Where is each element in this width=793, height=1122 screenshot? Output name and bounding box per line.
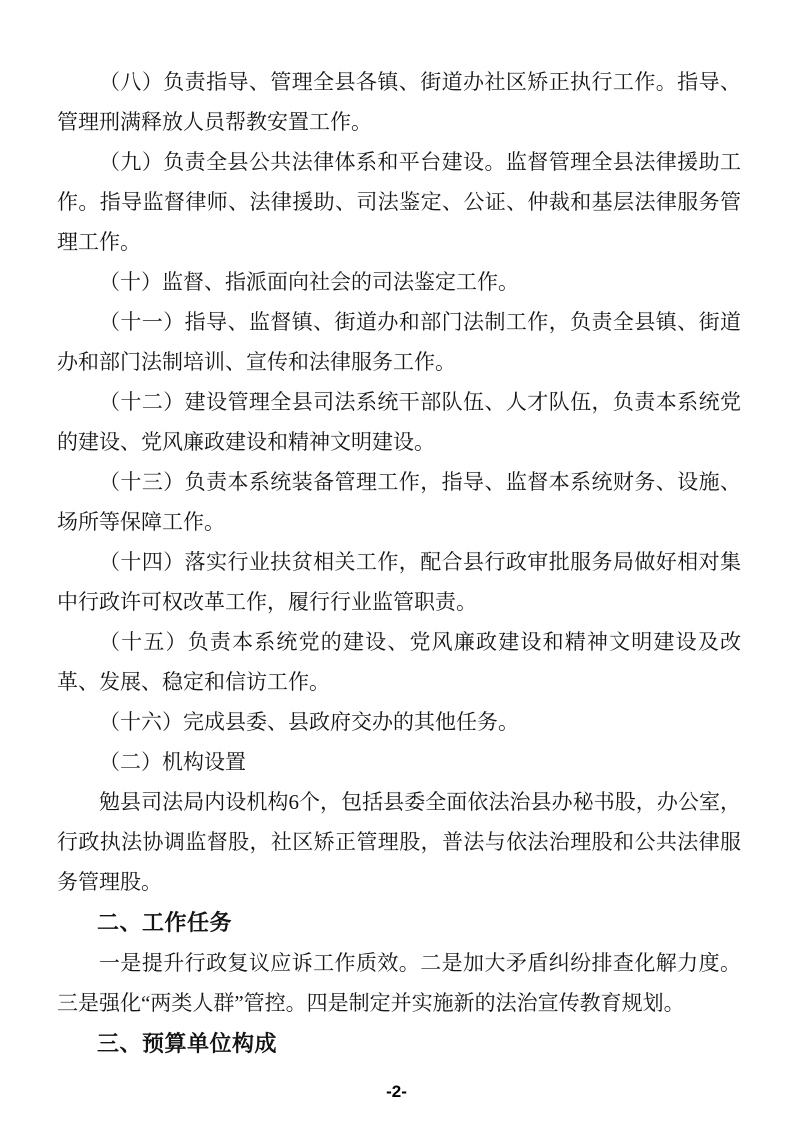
section-heading: 三、预算单位构成: [97, 1031, 278, 1056]
doc-paragraph: （十六）完成县委、县政府交办的其他任务。: [99, 710, 519, 734]
doc-paragraph: 勉县司法局内设机构6个，包括县委全面依法治县办秘书股，办公室，行政执法协调监督股，社区矫正管理股，普法与依法治理股和公共法律服务管理股。: [57, 790, 741, 894]
doc-paragraph: （九）负责全县公共法律体系和平台建设。监督管理全县法律援助工作。指导监督律师、法律援助、司法鉴定、公证、仲裁和基层法律服务管理工作。: [57, 150, 741, 254]
document-body: [57, 62, 741, 1064]
doc-paragraph: （十）监督、指派面向社会的司法鉴定工作。: [99, 270, 519, 294]
doc-paragraph: （十四）落实行业扶贫相关工作，配合县行政审批服务局做好相对集中行政许可权改革工作，履行行业监管职责。: [57, 550, 741, 614]
doc-paragraph: （八）负责指导、管理全县各镇、街道办社区矫正执行工作。指导、管理刑满释放人员帮教安置工作。: [57, 70, 741, 134]
doc-paragraph: 一是提升行政复议应诉工作质效。二是加大矛盾纠纷排查化解力度。三是强化“两类人群”管控。四是制定并实施新的法治宣传教育规划。: [57, 951, 741, 1015]
doc-paragraph: （十五）负责本系统党的建设、党风廉政建设和精神文明建设及改革、发展、稳定和信访工作。: [57, 630, 741, 694]
section-heading: 二、工作任务: [97, 910, 233, 935]
doc-paragraph: （十三）负责本系统装备管理工作，指导、监督本系统财务、设施、场所等保障工作。: [57, 470, 741, 534]
doc-paragraph: （二）机构设置: [99, 750, 246, 774]
doc-paragraph: （十二）建设管理全县司法系统干部队伍、人才队伍，负责本系统党的建设、党风廉政建设和精神文明建设。: [57, 390, 741, 454]
doc-paragraph: （十一）指导、监督镇、街道办和部门法制工作，负责全县镇、街道办和部门法制培训、宣传和法律服务工作。: [57, 310, 741, 374]
page-number: -2-: [386, 1082, 407, 1101]
